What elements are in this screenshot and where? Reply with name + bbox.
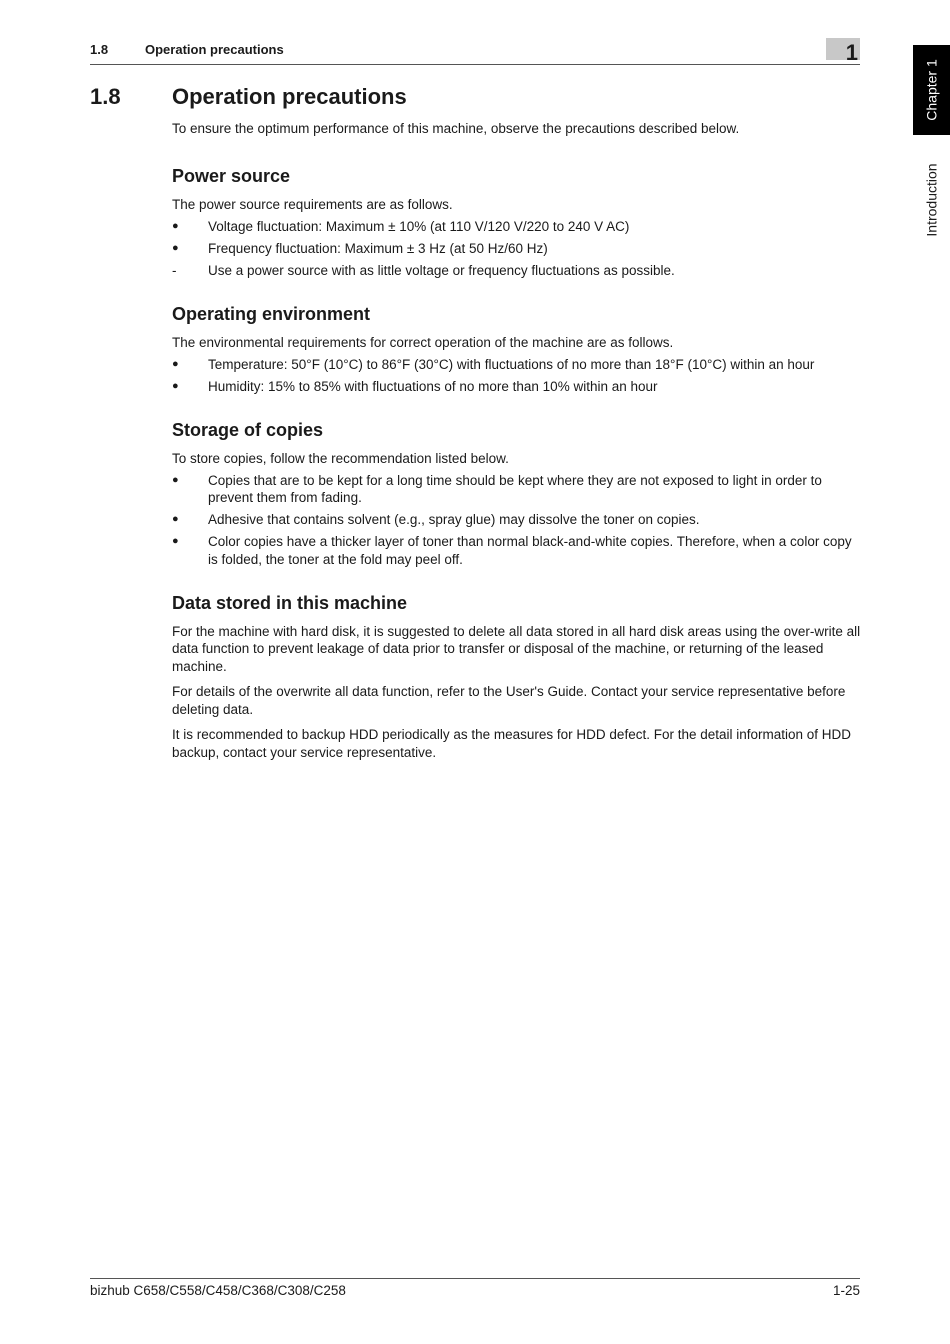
header-section-number: 1.8 xyxy=(90,42,109,57)
section-tab xyxy=(913,140,950,260)
storage-list xyxy=(172,472,862,569)
list-item-text: Color copies have a thicker layer of toner than normal black-and-white copies. Therefore, when a color copy is folded, the toner at the fold may peel off. xyxy=(208,534,852,567)
list-item xyxy=(172,511,862,529)
page-title xyxy=(90,84,407,110)
data-stored-paragraph: For details of the overwrite all data function, refer to the User's Guide. Contact your service representative before deleting data. xyxy=(172,684,846,717)
header-chapter-number: 1 xyxy=(826,38,860,60)
bullet-icon: ● xyxy=(172,535,179,547)
list-item xyxy=(172,472,862,507)
bullet-icon: ● xyxy=(172,241,179,254)
page-title-text: Operation precautions xyxy=(172,84,407,109)
footer-model: bizhub C658/C558/C458/C368/C308/C258 xyxy=(90,1283,346,1298)
bullet-icon: ● xyxy=(172,357,179,370)
list-item xyxy=(172,533,862,568)
list-item xyxy=(172,262,862,280)
intro-paragraph: To ensure the optimum performance of this machine, observe the precautions described below. xyxy=(172,121,740,136)
section-tab-label: Introduction xyxy=(923,163,940,237)
bullet-icon: ● xyxy=(172,473,179,486)
bullet-icon: ● xyxy=(172,379,179,392)
main-content xyxy=(172,120,862,766)
list-item xyxy=(172,356,862,374)
power-source-list xyxy=(172,218,862,280)
power-source-lead: The power source requirements are as follows. xyxy=(172,196,453,212)
data-stored-paragraph: It is recommended to backup HDD periodically as the measures for HDD defect. For the detail information of HDD backup, contact your service representative. xyxy=(172,727,852,760)
storage-lead: To store copies, follow the recommendation listed below. xyxy=(172,450,509,466)
list-item-text: Humidity: 15% to 85% with fluctuations of no more than 10% within an hour xyxy=(208,378,658,394)
chapter-tab-label: Chapter 1 xyxy=(923,59,940,121)
list-item xyxy=(172,378,862,396)
data-stored-heading: Data stored in this machine xyxy=(172,592,408,613)
storage-heading: Storage of copies xyxy=(172,419,324,440)
header-section-title: Operation precautions xyxy=(145,42,284,57)
running-header xyxy=(90,40,860,65)
page-footer xyxy=(90,1278,860,1298)
data-stored-paragraph: For the machine with hard disk, it is suggested to delete all data stored in all hard disk areas using the over-write all data function to prevent leakage of data prior to transfer or disposal of the machine, or returning of the leased machine. xyxy=(172,623,861,674)
power-source-heading: Power source xyxy=(172,165,291,186)
list-item-text: Frequency fluctuation: Maximum ± 3 Hz (at 50 Hz/60 Hz) xyxy=(208,240,548,256)
list-item-text: Adhesive that contains solvent (e.g., spray glue) may dissolve the toner on copies. xyxy=(208,512,700,527)
chapter-tab xyxy=(913,45,950,135)
operating-environment-list xyxy=(172,356,862,396)
list-item-text: Copies that are to be kept for a long time should be kept where they are not exposed to light in order to prevent them from fading. xyxy=(208,472,822,505)
operating-environment-lead: The environmental requirements for correct operation of the machine are as follows. xyxy=(172,334,674,350)
list-item-text: Use a power source with as little voltage or frequency fluctuations as possible. xyxy=(208,262,675,278)
list-item-text: Temperature: 50°F (10°C) to 86°F (30°C) with fluctuations of no more than 18°F (10°C) within an hour xyxy=(208,356,815,372)
list-item-text: Voltage fluctuation: Maximum ± 10% (at 110 V/120 V/220 to 240 V AC) xyxy=(208,218,630,234)
dash-icon: - xyxy=(172,262,177,278)
operating-environment-heading: Operating environment xyxy=(172,303,371,324)
bullet-icon: ● xyxy=(172,219,179,232)
list-item xyxy=(172,240,862,258)
footer-page-number: 1-25 xyxy=(832,1283,860,1298)
page-title-number: 1.8 xyxy=(90,84,121,109)
bullet-icon: ● xyxy=(172,513,179,525)
list-item xyxy=(172,218,862,236)
